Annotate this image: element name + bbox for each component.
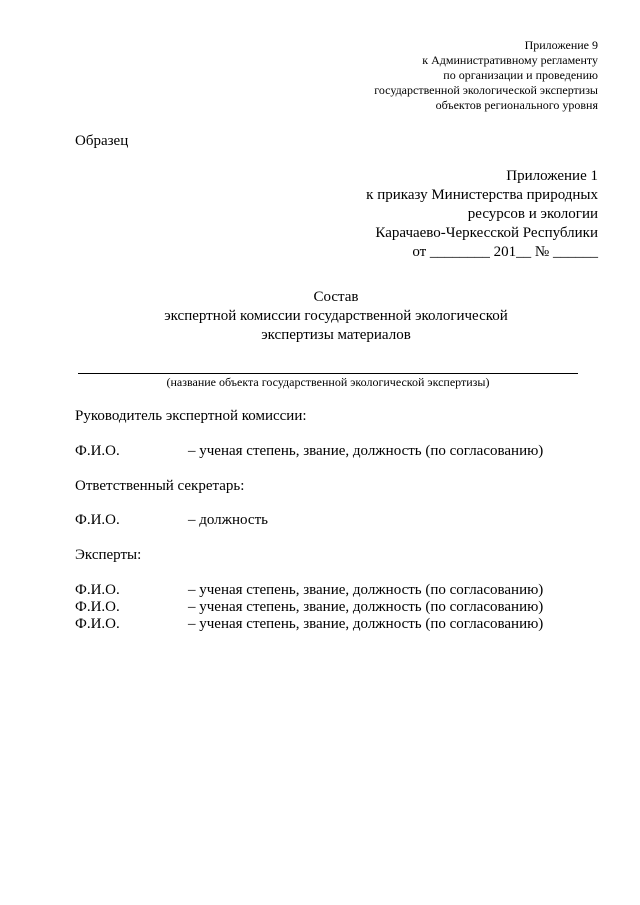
secretary-label: Ответственный секретарь:: [75, 478, 245, 494]
full-name-placeholder: Ф.И.О.: [75, 443, 120, 459]
full-name-placeholder: Ф.И.О.: [75, 616, 120, 632]
sample-label: Образец: [75, 133, 129, 149]
object-name-fill-line: [78, 373, 578, 374]
experts-label: Эксперты:: [75, 547, 142, 563]
appendix-header-line: объектов регионального уровня: [435, 98, 598, 112]
head-of-commission-label: Руководитель экспертной комиссии:: [75, 408, 307, 424]
appendix-header-line: по организации и проведению: [443, 68, 598, 82]
appendix-header-line: Приложение 9: [524, 38, 598, 52]
credentials-text: – ученая степень, звание, должность (по согласованию): [188, 599, 544, 615]
order-block-line: к приказу Министерства природных: [366, 187, 598, 203]
object-name-caption: (название объекта государственной экологической экспертизы): [166, 375, 490, 389]
document-title: [0, 288, 640, 345]
order-block-line: Приложение 1: [506, 168, 598, 184]
order-date-number-line: от ________ 201__ № ______: [412, 244, 598, 260]
title-line: экспертизы материалов: [261, 327, 411, 343]
title-line: Состав: [313, 289, 359, 305]
position-text: – должность: [188, 512, 268, 528]
title-line: экспертной комиссии государственной экологической: [164, 308, 508, 324]
order-appendix-block: [238, 167, 598, 262]
full-name-placeholder: Ф.И.О.: [75, 599, 120, 615]
credentials-text: – ученая степень, звание, должность (по согласованию): [188, 582, 544, 598]
full-name-placeholder: Ф.И.О.: [75, 582, 120, 598]
appendix-9-header: [278, 38, 598, 113]
credentials-text: – ученая степень, звание, должность (по согласованию): [188, 443, 544, 459]
appendix-header-line: к Административному регламенту: [422, 53, 598, 67]
credentials-text: – ученая степень, звание, должность (по согласованию): [188, 616, 544, 632]
order-block-line: Карачаево-Черкесской Республики: [375, 225, 598, 241]
appendix-header-line: государственной экологической экспертизы: [374, 83, 598, 97]
order-block-line: ресурсов и экологии: [467, 206, 598, 222]
full-name-placeholder: Ф.И.О.: [75, 512, 120, 528]
